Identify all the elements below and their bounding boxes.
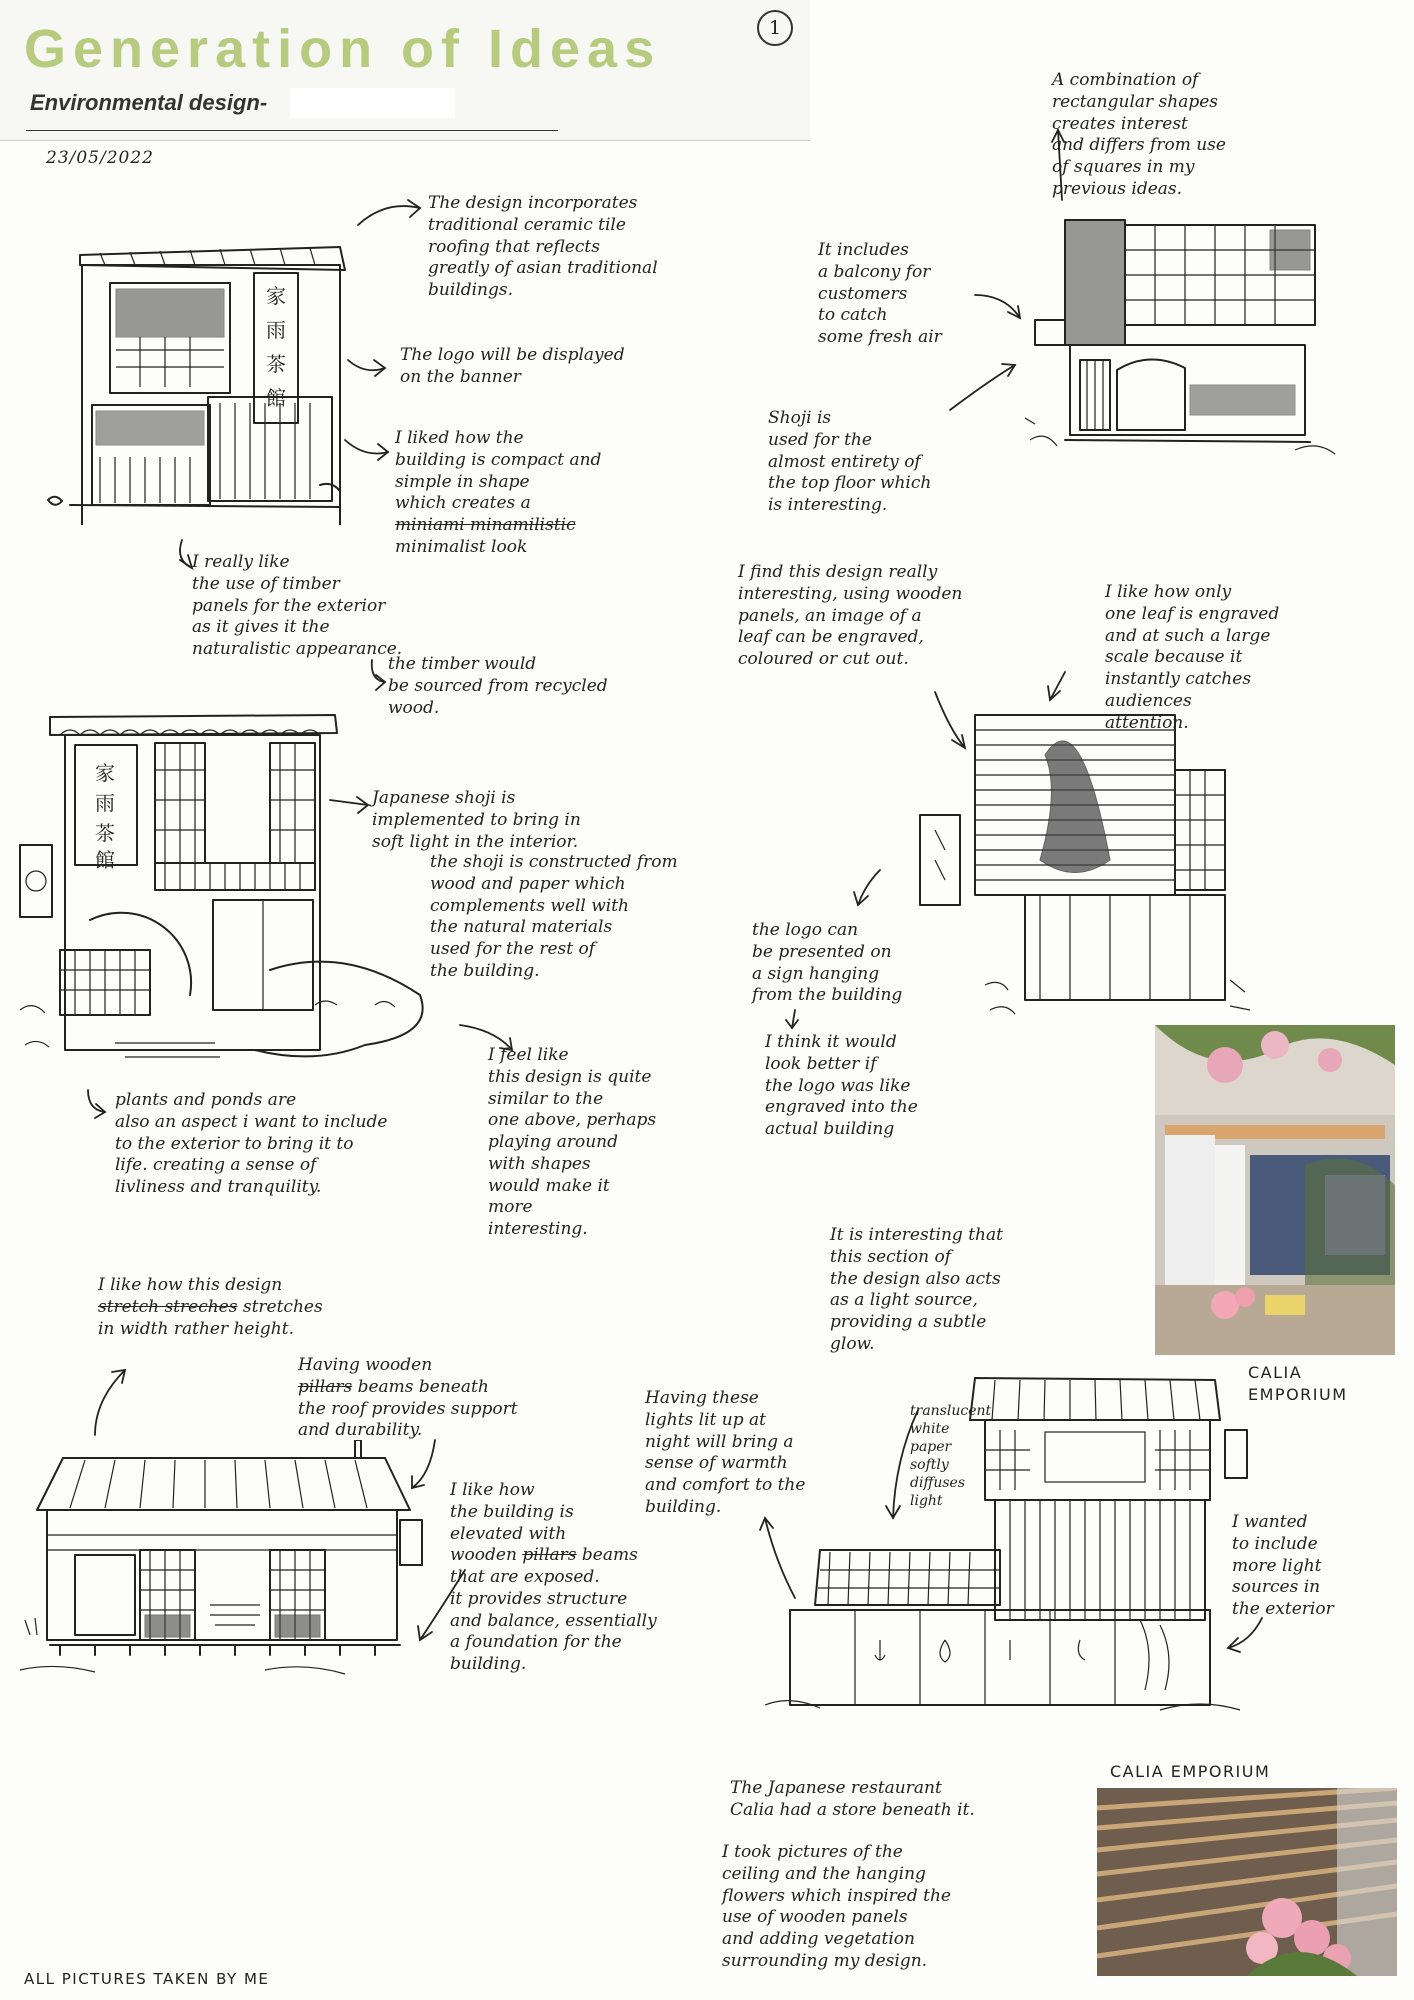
arrow-balcony	[975, 295, 1020, 318]
note-shoji-construction: the shoji is constructed from wood and paper which complements well with the natural materials used for the rest of the building.	[430, 852, 678, 981]
svg-text:雨: 雨	[266, 318, 286, 342]
note-stretches-width: I like how this design stretch streches stretches in width rather height.	[98, 1275, 323, 1339]
sign-character: 家	[266, 284, 286, 308]
svg-text:館: 館	[266, 386, 286, 410]
note-rectangular-shapes: A combination of rectangular shapes creates interest and differs from use of squares in my previous ideas.	[1052, 70, 1226, 199]
note-logo-banner: The logo will be displayed on the banner	[400, 345, 625, 387]
arrow-beams	[412, 1440, 435, 1488]
note-compact-shape: I liked how the building is compact and simple in shape which creates a miniami minamilistic minimalist look	[395, 428, 602, 557]
arrow-rectangular	[1052, 130, 1064, 200]
note-leaf-design: I find this design really interesting, using wooden panels, an image of a leaf can be engraved, coloured or cut out.	[738, 562, 963, 669]
arrow-compact	[345, 440, 388, 460]
arrow-width	[95, 1370, 125, 1435]
note-night-lights: Having these lights lit up at night will bring a sense of warmth and comfort to the building.	[645, 1388, 806, 1517]
note-shoji-light: Japanese shoji is implemented to bring in soft light in the interior.	[372, 788, 581, 852]
note-plants-ponds: plants and ponds are also an aspect i want to include to the exterior to bring it to life. creating a sense of livliness and tranquility.	[115, 1090, 388, 1197]
arrow-roofing	[358, 200, 420, 225]
arrow-elevated	[418, 1570, 465, 1640]
arrow-one-leaf	[1048, 672, 1065, 700]
arrow-shoji-light	[330, 797, 368, 813]
svg-text:家: 家	[95, 761, 115, 785]
arrow-shoji-top	[950, 364, 1015, 410]
note-calia-restaurant: The Japanese restaurant Calia had a store beneath it.	[730, 1778, 975, 1820]
note-balcony: It includes a balcony for customers to catch some fresh air	[818, 240, 942, 347]
arrow-exterior-lights	[1228, 1618, 1262, 1652]
note-similar-design: I feel like this design is quite similar to the one above, perhaps playing around with shapes would make it more interesting.	[488, 1045, 657, 1239]
svg-text:館: 館	[95, 848, 115, 872]
note-translucent-paper: translucent white paper softly diffuses light	[910, 1403, 992, 1509]
svg-text:茶: 茶	[266, 352, 286, 376]
note-logo-sign: the logo can be presented on a sign hanging from the building	[752, 920, 903, 1006]
note-wooden-beams: Having wooden pillars beams beneath the roof provides support and durability.	[298, 1355, 518, 1441]
arrow-translucent	[886, 1410, 918, 1518]
note-exterior-lights: I wanted to include more light sources in the exterior	[1232, 1512, 1334, 1619]
arrow-logo-banner	[348, 360, 385, 376]
arrow-plants	[88, 1090, 105, 1118]
page-number: 1	[757, 10, 793, 46]
arrow-logo-sign	[854, 870, 880, 905]
arrow-timber	[180, 540, 192, 568]
arrow-similar	[460, 1025, 512, 1050]
arrow-night-lights	[760, 1518, 795, 1598]
note-calia-photos: I took pictures of the ceiling and the hanging flowers which inspired the use of wooden panels and adding vegetation surrounding my design.	[722, 1842, 951, 1971]
struck-text: miniami minamilistic	[395, 515, 576, 535]
note-timber-panels: I really like the use of timber panels for the exterior as it gives it the naturalistic appearance.	[192, 552, 403, 659]
caption-photo-top: CALIA EMPORIUM	[1248, 1363, 1348, 1404]
note-recycled-timber: the timber would be sourced from recycled wood.	[388, 654, 608, 718]
note-logo-engraved: I think it would look better if the logo was like engraved into the actual building	[765, 1032, 918, 1139]
caption-photo-bottom: CALIA EMPORIUM	[1110, 1762, 1271, 1781]
note-roofing: The design incorporates traditional ceramic tile roofing that reflects greatly of asian traditional buildings.	[428, 193, 658, 300]
note-light-source: It is interesting that this section of the design also acts as a light source, providing a subtle glow.	[830, 1225, 1003, 1354]
sketch-date: 23/05/2022	[46, 148, 154, 168]
note-shoji-top-floor: Shoji is used for the almost entirety of the top floor which is interesting.	[768, 408, 932, 515]
footer-credit: ALL PICTURES TAKEN BY ME	[24, 1970, 270, 1988]
svg-text:雨: 雨	[95, 791, 115, 815]
svg-text:茶: 茶	[95, 821, 115, 845]
note-one-leaf: I like how only one leaf is engraved and at such a large scale because it instantly catches audiences attention.	[1105, 582, 1280, 733]
page-subtitle: Environmental design-	[30, 90, 268, 115]
arrow-logo-engraved	[786, 1010, 798, 1028]
note-elevated-beams: I like how the building is elevated with wooden pillars beams that are exposed. it provides structure and balance, essentially a foundation for the building.	[450, 1480, 657, 1674]
arrow-leaf	[935, 692, 965, 748]
page-title: Generation of Ideas	[24, 19, 662, 79]
arrow-recycled	[372, 660, 385, 690]
